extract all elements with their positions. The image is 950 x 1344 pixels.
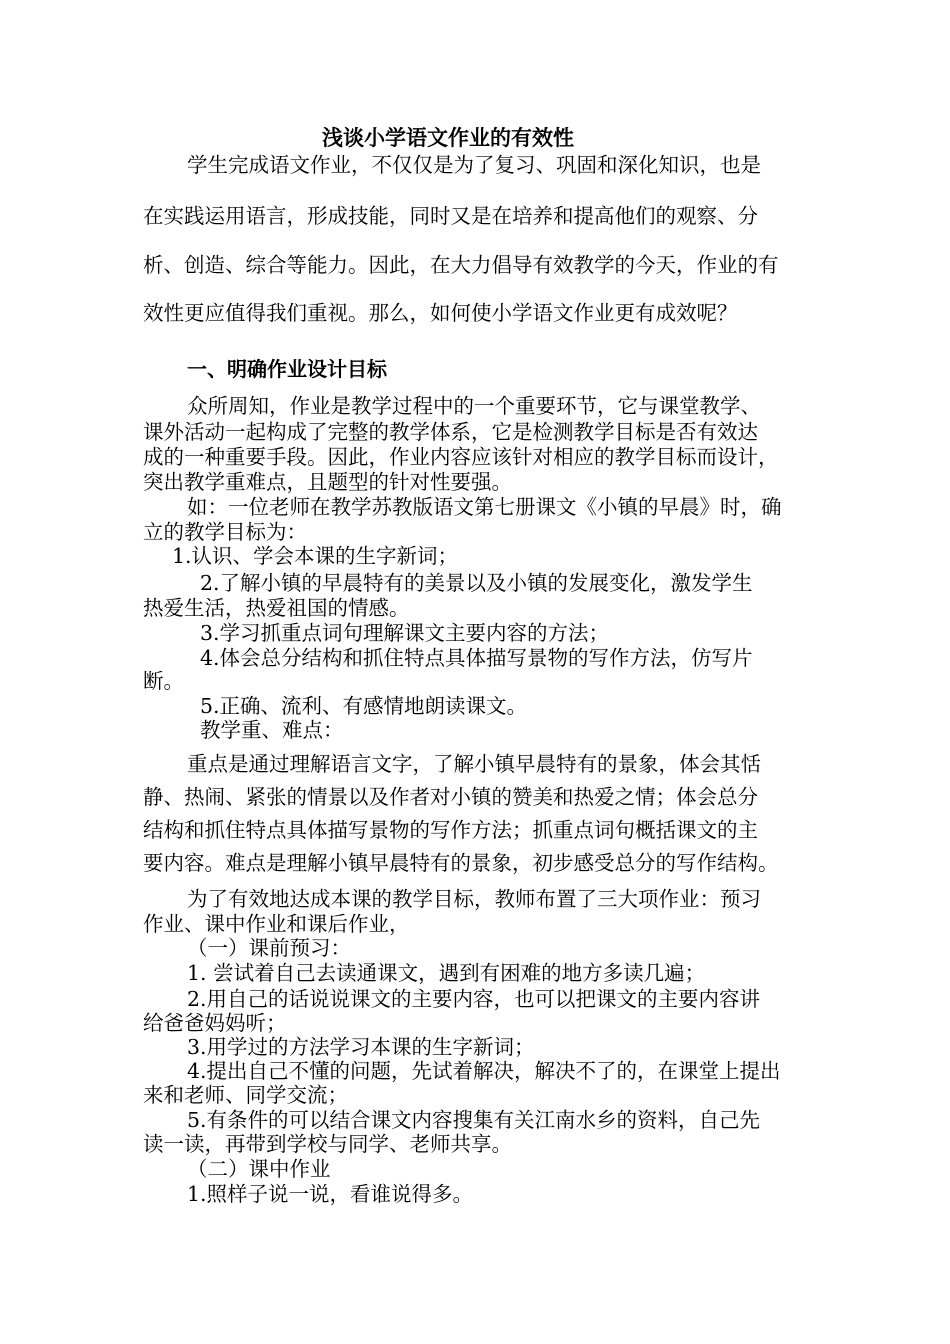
list-item: 来和老师、同学交流； <box>143 1083 348 1107</box>
list-item: 4.体会总分结构和抓住特点具体描写景物的写作方法，仿写片 <box>200 646 753 670</box>
list-item: 5.有条件的可以结合课文内容搜集有关江南水乡的资料，自己先 <box>187 1108 761 1132</box>
paragraph-line: 结构和抓住特点具体描写景物的写作方法；抓重点词句概括课文的主 <box>143 818 758 842</box>
list-item: 4.提出自己不懂的问题，先试着解决，解决不了的，在课堂上提出 <box>187 1059 781 1083</box>
paragraph-line: 成的一种重要手段。因此，作业内容应该针对相应的教学目标而设计， <box>143 445 779 469</box>
subheading: 教学重、难点： <box>200 718 344 742</box>
subheading: （二）课中作业 <box>187 1157 331 1181</box>
paragraph-line: 众所周知，作业是教学过程中的一个重要环节，它与课堂教学、 <box>187 394 761 418</box>
paragraph-line: 静、热闹、紧张的情景以及作者对小镇的赞美和热爱之情；体会总分 <box>143 785 758 809</box>
paragraph-line: 要内容。难点是理解小镇早晨特有的景象，初步感受总分的写作结构。 <box>143 851 779 875</box>
list-item: 读一读，再带到学校与同学、老师共享。 <box>143 1132 512 1156</box>
paragraph-line: 效性更应值得我们重视。那么，如何使小学语文作业更有成效呢？ <box>143 301 738 325</box>
list-item: 3.用学过的方法学习本课的生字新词； <box>187 1035 535 1059</box>
paragraph-line: 析、创造、综合等能力。因此，在大力倡导有效教学的今天，作业的有 <box>143 253 779 277</box>
list-item: 给爸爸妈妈听； <box>143 1011 287 1035</box>
paragraph-line: 作业、课中作业和课后作业， <box>143 912 410 936</box>
paragraph-line: 为了有效地达成本课的教学目标，教师布置了三大项作业：预习 <box>187 887 761 911</box>
list-item: 1.认识、学会本课的生字新词； <box>172 544 459 568</box>
list-item: 1. 尝试着自己去读通课文，遇到有困难的地方多读几遍； <box>187 961 706 985</box>
paragraph-line: 如：一位老师在教学苏教版语文第七册课文《小镇的早晨》时，确 <box>187 495 782 519</box>
list-item: 3.学习抓重点词句理解课文主要内容的方法； <box>200 621 610 645</box>
section-heading: 一、明确作业设计目标 <box>187 357 387 381</box>
list-item: 5.正确、流利、有感情地朗读课文。 <box>200 694 528 718</box>
paragraph-line: 突出教学重难点，且题型的针对性要强。 <box>143 470 512 494</box>
paragraph-line: 课外活动一起构成了完整的教学体系，它是检测教学目标是否有效达 <box>143 420 758 444</box>
paragraph-line: 学生完成语文作业，不仅仅是为了复习、巩固和深化知识，也是 <box>187 153 761 177</box>
paragraph-line: 立的教学目标为： <box>143 520 307 544</box>
paragraph-line: 重点是通过理解语言文字，了解小镇早晨特有的景象，体会其恬 <box>187 752 761 776</box>
list-item: 1.照样子说一说，看谁说得多。 <box>187 1182 474 1206</box>
list-item: 2.了解小镇的早晨特有的美景以及小镇的发展变化，激发学生 <box>200 571 753 595</box>
paragraph-line: 在实践运用语言，形成技能，同时又是在培养和提高他们的观察、分 <box>143 204 758 228</box>
list-item: 热爱生活，热爱祖国的情感。 <box>143 596 410 620</box>
list-item: 2.用自己的话说说课文的主要内容，也可以把课文的主要内容讲 <box>187 987 761 1011</box>
document-title: 浅谈小学语文作业的有效性 <box>322 126 574 150</box>
list-item: 断。 <box>143 669 184 693</box>
subheading: （一）课前预习： <box>187 936 351 960</box>
